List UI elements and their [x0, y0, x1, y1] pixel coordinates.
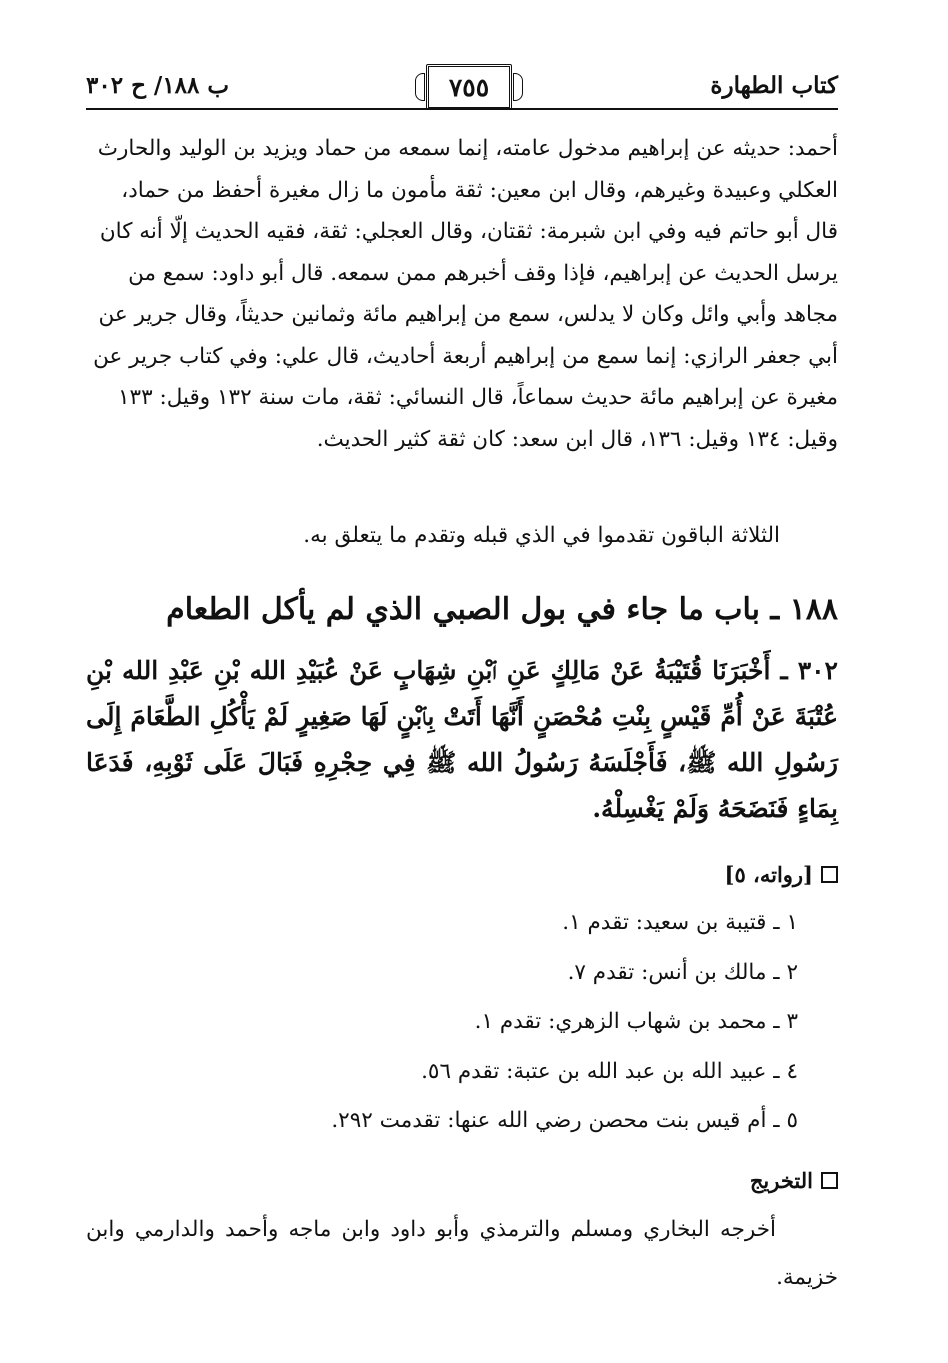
- list-item: ١ ـ قتيبة بن سعيد: تقدم ١.: [562, 910, 798, 935]
- biography-text: أحمد: حديثه عن إبراهيم مدخول عامته، إنما سمعه من حماد ويزيد بن الوليد والحارث العكلي وعبيدة وغيرهم، وقال ابن معين: ثقة مأمون ما زال مغيرة أحفظ من حماد، قال أبو حاتم فيه وفي ابن شبرمة: ثقتان، وقال العجلي: ثقة، فقيه الحديث إلّا أنه كان يرسل الحديث عن إبراهيم، فإذا وقف أخبرهم ممن سمعه. قال أبو داود: سمع من مجاهد وأبي وائل وكان لا يدلس، سمع من إبراهيم مائة وثمانين حديثاً، وقال جرير عن أبي جعفر الرازي: إنما سمع من إبراهيم أربعة أحاديث، قال علي: وفي كتاب جرير عن مغيرة عن إبراهيم مائة حديث سماعاً، قال النسائي: ثقة، مات سنة ١٣٢ وقيل: ١٣٣ وقيل: ١٣٤ وقيل: ١٣٦، قال ابن سعد: كان ثقة كثير الحديث.: [93, 136, 838, 452]
- takhrij-heading: [750, 1168, 838, 1193]
- square-bullet-icon: [821, 866, 838, 883]
- biography-paragraph: [86, 128, 838, 460]
- hadith-text: ٣٠٢ ـ أَخْبَرَنَا قُتَيْبَةُ عَنْ مَالِكٍ عَنِ ٱبْنِ شِهَابٍ عَنْ عُبَيْدِ الله بْنِ عَبْدِ الله بْنِ عُتْبَةَ عَنْ أُمِّ قَيْسٍ بِنْتِ مُحْصَنٍ أَنَّهَا أَتَتْ بِٱبْنٍ لَهَا صَغِيرٍ لَمْ يَأْكُلِ الطَّعَامَ إِلَى رَسُولِ الله ﷺ، فَأَجْلَسَهُ رَسُولُ الله ﷺ فِي حِجْرِهِ فَبَالَ عَلَى ثَوْبِهِ، فَدَعَا بِمَاءٍ فَنَضَحَهُ وَلَمْ يَغْسِلْهُ.: [86, 656, 838, 823]
- book-title: كتاب الطهارة: [710, 72, 838, 99]
- narrators-heading-label: [رواته، ٥]: [724, 862, 813, 887]
- narrators-heading: [725, 862, 838, 887]
- takhrij-heading-label: التخريج: [749, 1168, 813, 1193]
- hadith-paragraph: [86, 648, 838, 832]
- takhrij-text: أخرجه البخاري ومسلم والترمذي وأبو داود وابن ماجه وأحمد والدارمي وابن خزيمة.: [86, 1217, 838, 1290]
- list-item: ٣ ـ محمد بن شهاب الزهري: تقدم ١.: [474, 1009, 798, 1034]
- narrators-list: [331, 898, 798, 1146]
- chapter-heading: ١٨٨ ـ باب ما جاء في بول الصبي الذي لم يأكل الطعام: [166, 592, 838, 627]
- list-item: ٥ ـ أم قيس بنت محصن رضي الله عنها: تقدمت ٢٩٢.: [331, 1108, 798, 1133]
- page-header: [86, 62, 838, 110]
- takhrij-paragraph: [86, 1206, 838, 1302]
- list-item: ٢ ـ مالك بن أنس: تقدم ٧.: [567, 959, 798, 985]
- list-item: ٤ ـ عبيد الله بن عبد الله بن عتبة: تقدم ٥٦.: [421, 1058, 798, 1084]
- remaining-narrators-note: الثلاثة الباقون تقدموا في الذي قبله وتقدم ما يتعلق به.: [303, 523, 780, 548]
- header-rule: [86, 108, 838, 110]
- page-number: ٧٥٥: [426, 64, 512, 110]
- square-bullet-icon: [821, 1172, 838, 1189]
- chapter-hadith-reference: ب ١٨٨/ ح ٣٠٢: [86, 72, 230, 99]
